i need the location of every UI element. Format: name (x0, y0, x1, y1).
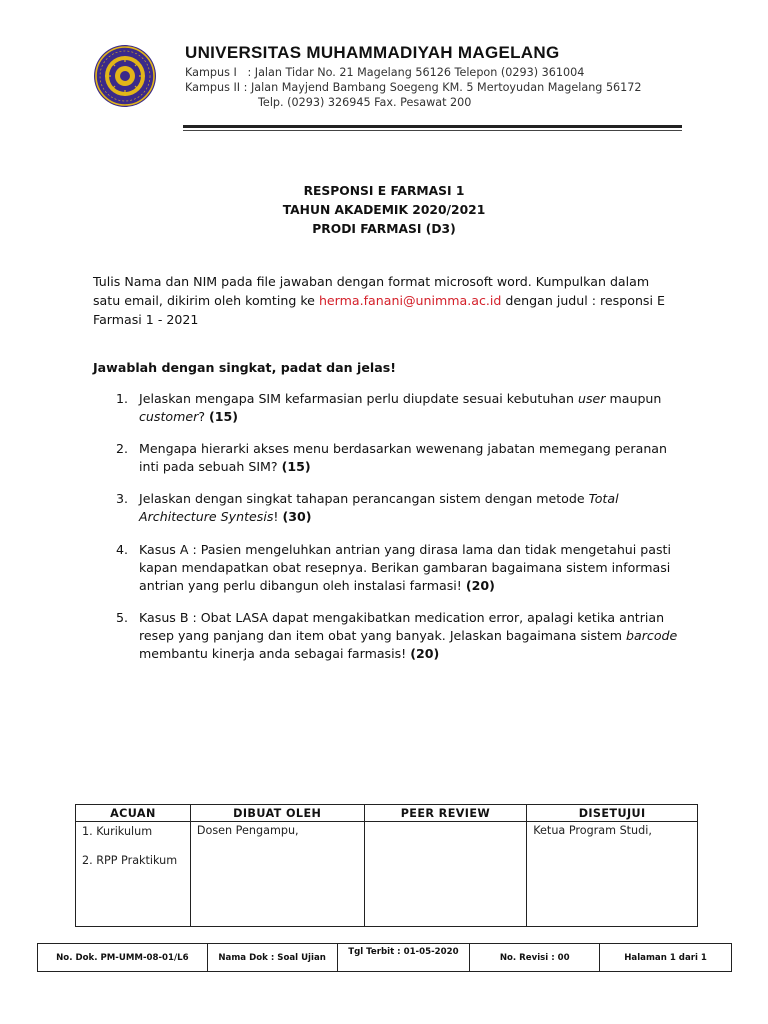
question-3 (139, 490, 679, 526)
q3-score: (30) (282, 509, 312, 524)
q4-line-2: kapan mendapatkan obat resepnya. Berikan gambaran bagaimana sistem informasi (139, 560, 671, 575)
cell-peer-review (364, 822, 527, 927)
document-title: RESPONSI E FARMASI 1 (303, 184, 465, 198)
question-1-number: 1. (116, 391, 129, 406)
q1-text-c: ? (198, 409, 209, 424)
approval-body-row (76, 822, 698, 927)
document-footer-table (37, 943, 732, 972)
header-rule-thick (183, 125, 682, 128)
q5-line-2: resep yang panjang dan item obat yang banyak. Jelaskan bagaimana sistem (139, 628, 627, 643)
q1-italic-customer: customer (139, 409, 199, 424)
academic-year: TAHUN AKADEMIK 2020/2021 (282, 203, 486, 217)
header-dibuat-oleh: DIBUAT OLEH (190, 805, 364, 822)
address-line-3: Telp. (0293) 326945 Fax. Pesawat 200 (258, 96, 472, 109)
header-disetujui: DISETUJUI (527, 805, 698, 822)
footer-no-dok: No. Dok. PM-UMM-08-01/L6 (38, 944, 208, 972)
q5-italic-barcode: barcode (626, 628, 678, 643)
q3-italic-method: Architecture Syntesis (139, 509, 274, 524)
q1-score: (15) (209, 409, 239, 424)
q3-text-c: ! (273, 509, 283, 524)
footer-nama-dok: Nama Dok : Soal Ujian (207, 944, 337, 972)
header-peer-review: PEER REVIEW (364, 805, 527, 822)
acuan-item: 2. RPP Praktikum (82, 854, 178, 867)
q4-line-1: Kasus A : Pasien mengeluhkan antrian yang dirasa lama dan tidak mengetahui pasti (139, 542, 671, 557)
q2-line-1: Mengapa hierarki akses menu berdasarkan wewenang jabatan memegang peranan (139, 441, 668, 456)
email-link[interactable]: herma.fanani@unimma.ac.id (318, 293, 502, 308)
university-name: UNIVERSITAS MUHAMMADIYAH MAGELANG (185, 43, 560, 62)
header-rule-thin (183, 130, 682, 131)
q4-score: (20) (465, 578, 495, 593)
study-program: PRODI FARMASI (D3) (312, 222, 456, 236)
q3-italic-total: Total (588, 491, 619, 506)
question-2 (139, 440, 679, 476)
intro-paragraph (93, 272, 693, 329)
acuan-item: 1. Kurikulum (82, 825, 153, 838)
question-4-number: 4. (116, 542, 129, 557)
instruction: Jawablah dengan singkat, padat dan jelas! (93, 360, 396, 375)
cell-dibuat-oleh: Dosen Pengampu, (190, 822, 364, 927)
footer-tgl-terbit: Tgl Terbit : 01-05-2020 (337, 944, 470, 972)
q5-line-1: Kasus B : Obat LASA dapat mengakibatkan medication error, apalagi ketika antrian (139, 610, 665, 625)
intro-line-1: Tulis Nama dan NIM pada file jawaban dengan format microsoft word. Kumpulkan dalam (93, 274, 650, 289)
q1-italic-user: user (577, 391, 606, 406)
question-5 (139, 609, 679, 663)
university-seal-icon (93, 44, 157, 108)
question-4 (139, 541, 679, 595)
intro-line-3: Farmasi 1 - 2021 (93, 312, 199, 327)
question-5-number: 5. (116, 610, 129, 625)
footer-row (38, 944, 732, 972)
q4-line-3: antrian yang perlu dibangun oleh instalasi farmasi! (139, 578, 466, 593)
q2-line-2: inti pada sebuah SIM? (139, 459, 282, 474)
question-3-number: 3. (116, 491, 129, 506)
approval-header-row (76, 805, 698, 822)
intro-line-2 (93, 291, 693, 310)
footer-no-revisi: No. Revisi : 00 (470, 944, 600, 972)
q1-text-a: Jelaskan mengapa SIM kefarmasian perlu diupdate sesuai kebutuhan (139, 391, 578, 406)
q1-text-b: maupun (605, 391, 662, 406)
intro-line-2-start: satu email, dikirim oleh komting ke (93, 293, 319, 308)
footer-halaman: Halaman 1 dari 1 (600, 944, 732, 972)
address-line-1: Kampus I : Jalan Tidar No. 21 Magelang 56126 Telepon (0293) 361004 (185, 66, 585, 79)
cell-acuan (76, 822, 191, 927)
q2-score: (15) (281, 459, 311, 474)
q5-line-3: membantu kinerja anda sebagai farmasis! (139, 646, 411, 661)
question-2-number: 2. (116, 441, 129, 456)
cell-disetujui: Ketua Program Studi, (527, 822, 698, 927)
intro-line-2-end: dengan judul : responsi E (501, 293, 665, 308)
header-acuan: ACUAN (76, 805, 191, 822)
q5-score: (20) (410, 646, 440, 661)
approval-table (75, 804, 698, 927)
address-line-2: Kampus II : Jalan Mayjend Bambang Soegeng KM. 5 Mertoyudan Magelang 56172 (185, 81, 642, 94)
q3-text-a: Jelaskan dengan singkat tahapan perancangan sistem dengan metode (139, 491, 589, 506)
question-1 (139, 390, 679, 426)
